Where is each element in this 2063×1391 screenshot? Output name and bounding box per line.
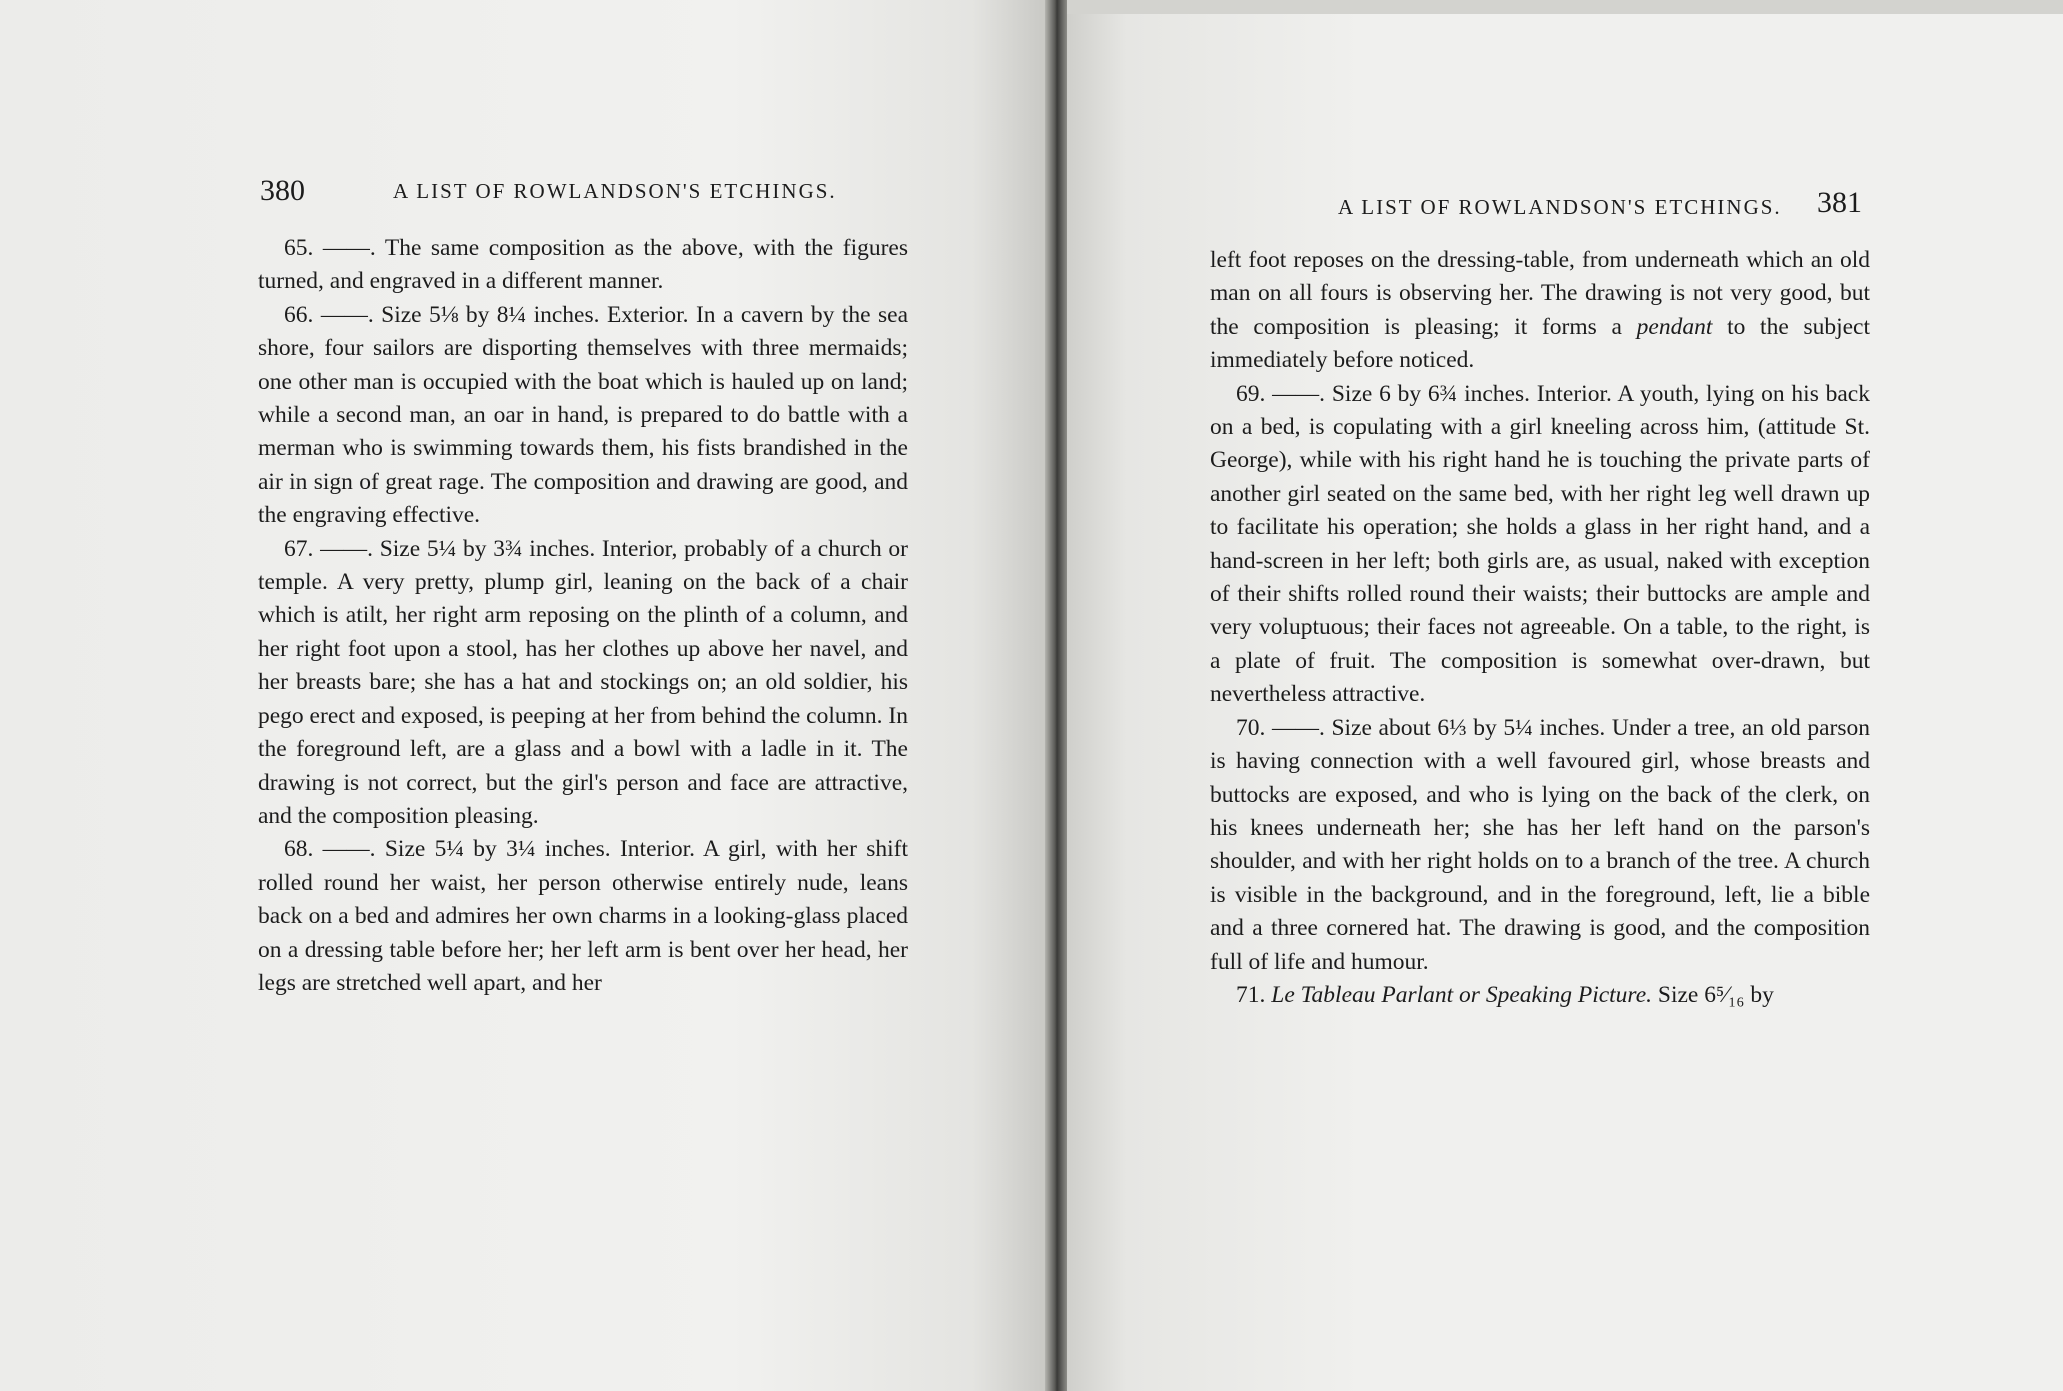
entry-69: 69. ——. Size 6 by 6¾ inches. Interior. A youth, lying on his back on a bed, is copulating with a girl kneeling across him, (attitude St. George), while with his right hand he is touching the private parts of another girl seated on the same bed, with her right leg well drawn up to facilitate his operation; she holds a glass in her right hand, and a hand-screen in her left; both girls are, as usual, naked with exception of their shifts rolled round their waists; their buttocks are ample and very voluptuous; their faces not agreeable. On a table, to the right, is a plate of fruit. The composition is somewhat over-drawn, but nevertheless attractive. [1210,380,1870,708]
right-running-title-wrap [1338,194,1782,220]
entry-71-rest: Size 6⁵⁄₁₆ by [1657,981,1774,1008]
left-running-head [260,174,305,208]
right-page-number: 381 [1817,186,1862,219]
left-running-title: A LIST OF ROWLANDSON'S ETCHINGS. [393,179,837,203]
entry-67: 67. ——. Size 5¼ by 3¾ inches. Interior, probably of a church or temple. A very pretty, plump girl, leaning on the back of a chair which is atilt, her right arm reposing on the plinth of a column, and her right foot upon a stool, has her clothes up above her navel, and her breasts bare; she has a hat and stockings on; an old soldier, his pego erect and exposed, is peeping at her from behind the column. In the foreground left, are a glass and a bowl with a ladle in it. The drawing is not correct, but the girl's person and face are attractive, and the composition pleasing. [258,535,908,829]
entry-70: 70. ——. Size about 6⅓ by 5¼ inches. Under a tree, an old parson is having connection with a well favoured girl, whose breasts and buttocks are exposed, and who is lying on the back of the clerk, on his knees underneath her; she has her left hand on the parson's shoulder, and with her right holds on to a branch of the tree. A church is visible in the background, and in the foreground, left, lie a bible and a three cornered hat. The drawing is good, and the composition full of life and humour. [1210,714,1870,975]
right-running-title: A LIST OF ROWLANDSON'S ETCHINGS. [1338,195,1782,219]
entry-71-number: 71. [1236,981,1266,1008]
continuation-italic: pendant [1636,313,1713,340]
entry-65: 65. ——. The same composition as the above, with the figures turned, and engraved in a different manner. [258,235,908,295]
right-page-top-edge [1067,0,2063,14]
entry-71 [1210,979,1870,1012]
entry-66: 66. ——. Size 5⅛ by 8¼ inches. Exterior. In a cavern by the sea shore, four sailors are disporting themselves with three mermaids; one other man is occupied with the boat which is hauled up on land; while a second man, an oar in hand, is prepared to do battle with a merman who is swimming towards them, his fists brandished in the air in sign of great rage. The composition and drawing are good, and the engraving effective. [258,301,908,529]
entry-71-title: Le Tableau Parlant or Speaking Picture. [1271,981,1653,1008]
left-page-number: 380 [260,174,305,207]
continuation-end: to the subject immediately before noticed. [1210,313,1871,374]
continuation-text: left foot reposes on the dressing-table, from underneath which an old man on all fours is observing her. The drawing is not very good, but the composition is pleasing; it forms a [1210,247,1870,340]
book-gutter [1045,0,1067,1391]
right-page-text [1210,244,1870,1012]
left-running-title-wrap [393,178,837,204]
entry-68-continuation [1210,244,1870,378]
right-running-head [1817,186,1862,220]
entry-68: 68. ——. Size 5¼ by 3¼ inches. Interior. A girl, with her shift rolled round her waist, her person otherwise entirely nude, leans back on a bed and admires her own charms in a looking-glass placed on a dressing table before her; her left arm is bent over her head, her legs are stretched well apart, and her [258,836,908,996]
left-page-text [258,232,908,1000]
